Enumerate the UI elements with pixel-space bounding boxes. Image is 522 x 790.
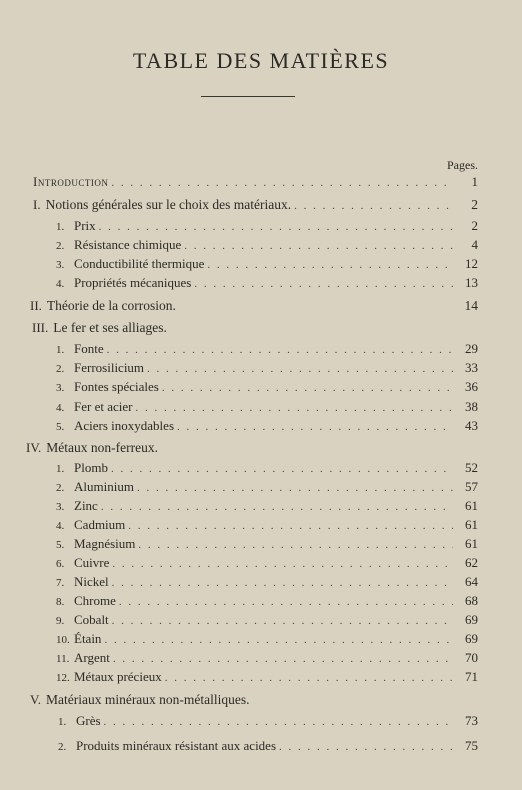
toc-entry-introduction (33, 174, 478, 190)
item-label: Prix (74, 218, 96, 233)
leader-dots (113, 653, 453, 665)
item-number: 12. (56, 672, 70, 684)
item-number: 3. (56, 259, 65, 271)
section-label: Matériaux minéraux non-métalliques. (45, 692, 250, 707)
section-number: I. (33, 197, 41, 212)
leader-dots (101, 501, 453, 513)
item-page: 62 (465, 555, 478, 570)
toc-section-5 (30, 692, 478, 708)
item-number: 11. (56, 653, 70, 665)
section-page: 14 (464, 298, 478, 313)
item-page: 12 (465, 256, 478, 271)
item-number: 9. (56, 615, 65, 627)
toc-item (56, 650, 478, 666)
entry-label: Introduction (33, 174, 109, 189)
item-label: Aciers inoxydables (74, 418, 175, 433)
item-label: Magnésium (74, 536, 136, 551)
toc-section-1 (33, 197, 478, 213)
item-number: 3. (56, 382, 65, 394)
leader-dots (177, 421, 453, 433)
leader-dots (138, 539, 453, 551)
leader-dots (104, 716, 453, 728)
leader-dots (107, 344, 453, 356)
item-page: 75 (465, 738, 478, 753)
item-page: 2 (471, 218, 478, 233)
item-page: 52 (465, 460, 478, 475)
toc-item (56, 418, 478, 434)
item-page: 4 (471, 237, 478, 252)
leader-dots (119, 596, 453, 608)
item-label: Grès (76, 713, 101, 728)
section-number: IV. (26, 440, 42, 455)
item-label: Plomb (74, 460, 108, 475)
leader-dots (279, 741, 453, 753)
leader-dots (194, 278, 453, 290)
toc-item (56, 256, 478, 272)
item-label: Aluminium (74, 479, 134, 494)
item-label: Ferrosilicium (74, 360, 145, 375)
entry-page: 1 (471, 174, 478, 189)
item-label: Fonte (74, 341, 104, 356)
toc-item (56, 360, 478, 376)
item-page: 71 (465, 669, 478, 684)
toc-item (56, 479, 478, 495)
item-page: 29 (465, 341, 478, 356)
toc-item (56, 218, 478, 234)
item-label: Fontes spéciales (74, 379, 159, 394)
toc-item (56, 341, 478, 357)
leader-dots (112, 558, 453, 570)
page-title: TABLE DES MATIÈRES (132, 48, 390, 73)
item-page: 38 (465, 399, 478, 414)
toc-item (56, 536, 478, 552)
item-label: Produits minéraux résistant aux acides (76, 738, 277, 753)
item-label: Zinc (74, 498, 98, 513)
toc-item (56, 460, 478, 476)
toc-section-2 (30, 298, 478, 314)
pages-column-header: Pages. (447, 158, 478, 172)
item-page: 61 (465, 517, 478, 532)
toc-item (56, 498, 478, 514)
leader-dots (162, 382, 453, 394)
leader-dots (112, 577, 453, 589)
toc-item (56, 517, 478, 533)
item-page: 69 (465, 612, 478, 627)
leader-dots (147, 363, 453, 375)
item-number: 6. (56, 558, 65, 570)
section-label: Métaux non-ferreux. (46, 440, 159, 455)
item-page: 73 (465, 713, 478, 728)
item-page: 70 (465, 650, 478, 665)
leader-dots (207, 259, 453, 271)
item-number: 1. (56, 344, 65, 356)
item-label: Résistance chimique (74, 237, 182, 252)
item-page: 69 (465, 631, 478, 646)
item-number: 2. (56, 240, 65, 252)
section-label: Le fer et ses alliages. (53, 320, 167, 335)
item-number: 1. (56, 221, 65, 233)
toc-section-3 (32, 320, 478, 336)
item-label: Nickel (74, 574, 109, 589)
toc-section-4 (26, 440, 478, 456)
leader-dots (165, 672, 453, 684)
item-number: 2. (56, 363, 65, 375)
item-number: 8. (56, 596, 65, 608)
section-number: III. (32, 320, 49, 335)
toc-item (56, 237, 478, 253)
section-number: V. (30, 692, 41, 707)
item-number: 3. (56, 501, 65, 513)
item-page: 61 (465, 536, 478, 551)
item-number: 5. (56, 539, 65, 551)
item-label: Propriétés mécaniques (74, 275, 192, 290)
item-page: 13 (465, 275, 478, 290)
item-label: Métaux précieux (74, 669, 162, 684)
toc-item (56, 612, 478, 628)
item-number: 4. (56, 520, 65, 532)
item-page: 57 (465, 479, 478, 494)
leader-dots (184, 240, 453, 252)
toc-item (56, 631, 478, 647)
item-label: Cobalt (74, 612, 109, 627)
item-page: 43 (465, 418, 478, 433)
item-number: 1. (58, 716, 67, 728)
item-number: 2. (56, 482, 65, 494)
leader-dots (135, 402, 453, 414)
item-page: 33 (465, 360, 478, 375)
item-page: 64 (465, 574, 478, 589)
item-number: 5. (56, 421, 65, 433)
toc-item (58, 713, 478, 729)
item-label: Chrome (74, 593, 116, 608)
leader-dots (128, 520, 453, 532)
toc-item (56, 399, 478, 415)
leader-dots (99, 221, 453, 233)
leader-dots (137, 482, 453, 494)
leader-dots (294, 200, 453, 212)
item-number: 1. (56, 463, 65, 475)
section-number: II. (30, 298, 42, 313)
toc-item (56, 379, 478, 395)
section-label: Notions générales sur le choix des matériaux. (45, 197, 292, 212)
item-label: Cuivre (74, 555, 110, 570)
item-number: 2. (58, 741, 67, 753)
toc-item (56, 669, 478, 685)
title-rule (201, 96, 295, 97)
item-page: 61 (465, 498, 478, 513)
toc-item (56, 555, 478, 571)
section-label: Théorie de la corrosion. (46, 298, 176, 313)
toc-item (56, 275, 478, 291)
section-page: 2 (471, 197, 478, 212)
item-number: 4. (56, 402, 65, 414)
leader-dots (111, 177, 453, 189)
toc-item (56, 593, 478, 609)
toc-item (58, 738, 478, 754)
item-label: Étain (74, 631, 102, 646)
item-label: Fer et acier (74, 399, 133, 414)
leader-dots (111, 463, 453, 475)
item-page: 36 (465, 379, 478, 394)
leader-dots (104, 634, 453, 646)
item-label: Cadmium (74, 517, 126, 532)
item-number: 10. (56, 634, 70, 646)
item-label: Conductibilité thermique (74, 256, 205, 271)
item-label: Argent (74, 650, 110, 665)
item-number: 7. (56, 577, 65, 589)
toc-item (56, 574, 478, 590)
leader-dots (112, 615, 453, 627)
item-page: 68 (465, 593, 478, 608)
item-number: 4. (56, 278, 65, 290)
